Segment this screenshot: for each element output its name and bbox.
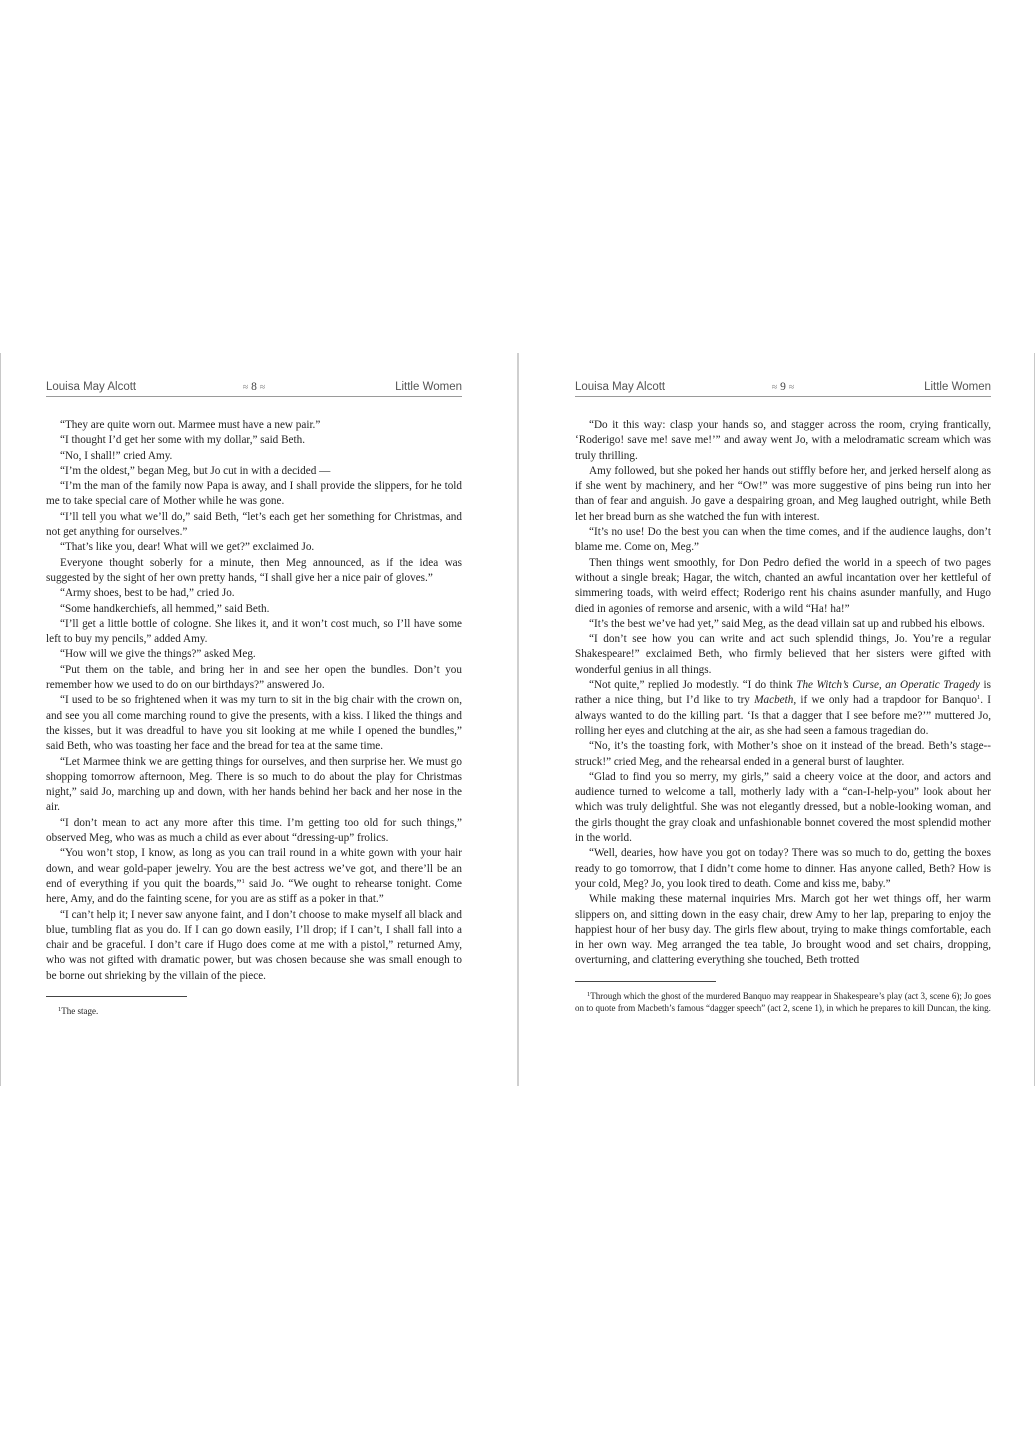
paragraph: “I’ll get a little bottle of cologne. She likes it, and it won’t cost much, so I’ll have some left to buy my pencils,” added Amy.	[46, 617, 462, 646]
paragraph: “Some handkerchiefs, all hemmed,” said Beth.	[60, 602, 270, 615]
paragraph: “I don’t mean to act any more after this time. I’m getting too old for such things,” observed Meg, who was as much a child as ever about “dressing-up” frolics.	[46, 816, 462, 845]
paragraph: “I can’t help it; I never saw anyone faint, and I don’t choose to make myself all black and blue, tumbling flat as you do. If I can go down easily, I’ll drop; if I can’t, I shall fall into a chair and be graceful. I don’t care if Hugo does come at me with a pistol,” returned Amy, who was not gifted with dramatic power, but was chosen because she was small enough to be borne out shrieking by the villain of the piece.	[46, 908, 462, 982]
paragraph: “Well, dearies, how have you got on today? There was so much to do, getting the boxes ready to go tomorrow, that I didn’t come home to dinner. Has anyone called, Beth? How is your cold, Meg? Jo, you look tired to death. Come and kiss me, baby.”	[575, 847, 991, 890]
ornament-right-icon: ≈	[788, 382, 795, 393]
ornament-right-icon: ≈	[259, 382, 266, 393]
footnote-reference: 1	[976, 694, 981, 702]
ornament-left-icon: ≈	[242, 382, 249, 393]
running-head-title: Little Women	[924, 381, 991, 393]
paragraph: Amy followed, but she poked her hands out stiffly before her, and jerked herself along as if she went by machinery, and her “Ow!” was more suggestive of pins being run into her than of fear and anguish. Jo gave a despairing groan, and Meg laughed outright, while Beth let her bread burn as she watched the fun with interest.	[575, 464, 991, 523]
footnote	[575, 989, 991, 1014]
folio-number: 9	[780, 381, 786, 393]
body-text	[46, 418, 462, 984]
paragraph: “Army shoes, best to be had,” cried Jo.	[60, 587, 235, 600]
paragraph: “How will we give the things?” asked Meg.	[60, 648, 256, 661]
paragraph: Then things went smoothly, for Don Pedro defied the world in a speech of two pages without a single break; Hagar, the witch, chanted an awful incantation over her kettleful of simmering toads, with weird effect; Roderigo rent his chains asunder manfully, and Hugo died in agonies of remorse and arsenic, with a wild “Ha! ha!”	[575, 556, 991, 615]
footnote-divider	[575, 981, 716, 982]
paragraph-text: “You won’t stop, I know, as long as you can trail round in a white gown with your hair down, and wear gold-paper jewelry. You are the best actress we’ve got, and there’ll be an end of everything if you quit the boards,”	[46, 847, 462, 890]
ornament-left-icon: ≈	[771, 382, 778, 393]
paragraph: “It’s the best we’ve had yet,” said Meg, as the dead villain sat up and rubbed his elbows.	[589, 617, 985, 630]
paragraph: Everyone thought soberly for a minute, then Meg announced, as if the idea was suggested by the sight of her own pretty hands, “I shall give her a nice pair of gloves.”	[46, 556, 462, 584]
running-head	[46, 380, 462, 397]
paragraph-text: said Jo. “We ought to rehearse tonight. Come here, Amy, and do the fainting scene, for you are as stiff as a poker in that.”	[46, 877, 462, 906]
paragraph-text: if we only had a trapdoor for Banquo	[796, 694, 977, 707]
paragraph: While making these maternal inquiries Mrs. March got her wet things off, her warm slippers on, and sitting down in the easy chair, drew Amy to her lap, preparing to enjoy the happiest hour of her busy day. The girls flew about, trying to make things comfortable, each in her own way. Meg arranged the tea table, Jo brought wood and set chairs, dropping, overturning, and clattering everything she touched, Beth trotted	[575, 893, 991, 967]
paragraph-text: is rather a nice thing, but I’d like to try	[575, 679, 992, 707]
left-page-edge	[0, 353, 1, 1086]
page-number	[772, 380, 795, 395]
footnote-mark: 1	[587, 990, 591, 998]
play-title: The Witch’s Curse, an Operatic Tragedy	[796, 679, 980, 692]
footnote	[46, 1004, 462, 1017]
paragraph: “That’s like you, dear! What will we get?” exclaimed Jo.	[60, 541, 315, 554]
paragraph: “Let Marmee think we are getting things for ourselves, and then surprise her. We must go shopping tomorrow afternoon, Meg. There is so much to do about the play for Christmas night,” said Jo, marching up and down, with her hands behind her back and her nose in the air.	[46, 755, 462, 814]
footnote-text: The stage.	[61, 1005, 99, 1016]
paragraph: “They are quite worn out. Marmee must have a new pair.”	[60, 419, 321, 431]
paragraph: “No, I shall!” cried Amy.	[60, 449, 173, 462]
running-head-title: Little Women	[395, 381, 462, 393]
page-number	[243, 380, 266, 395]
paragraph: “I’m the man of the family now Papa is away, and I shall provide the slippers, for he told me to take special care of Mother while he was gone.	[46, 480, 462, 508]
right-page	[575, 380, 991, 1014]
left-page	[46, 380, 462, 1017]
paragraph: “I used to be so frightened when it was my turn to sit in the big chair with the crown on, and see you all come marching round to give the presents, with a kiss. I liked the things and the kisses, but it was dreadful to have you sit looking at me while I opened the bundles,” said Beth, who was toasting her face and the bread for tea at the same time.	[46, 694, 462, 753]
folio-number: 8	[251, 381, 257, 393]
footnote-divider	[46, 996, 187, 997]
footnote-text: Through which the ghost of the murdered Banquo may reappear in Shakespeare’s play (act 3, scene 6); Jo goes on to quote from Macbeth’s famous “dagger speech” (act 2, scene 1), in which he prepares to kill Duncan, the king.	[575, 990, 991, 1013]
paragraph-text: . I always wanted to do the killing part. ‘Is that a dagger that I see before me?’” muttered Jo, rolling her eyes and clutching at the air, as she had seen a famous tragedian do.	[575, 694, 991, 737]
paragraph-text: “Not quite,” replied Jo modestly. “I do think	[589, 679, 797, 692]
paragraph: “No, it’s the toasting fork, with Mother’s shoe on it instead of the bread. Beth’s stage--struck!” cried Meg, and the rehearsal ended in a general burst of laughter.	[575, 740, 991, 768]
footnote-reference: 1	[241, 877, 245, 885]
paragraph: “It’s no use! Do the best you can when the time comes, and if the audience laughs, don’t blame me. Come on, Meg.”	[575, 526, 991, 554]
paragraph: “Put them on the table, and bring her in and see her open the bundles. Don’t you remember how we used to do on our birthdays?” answered Jo.	[46, 663, 462, 692]
body-text	[575, 418, 991, 969]
running-head-author: Louisa May Alcott	[575, 381, 666, 393]
footnote-mark: 1	[58, 1005, 62, 1013]
paragraph: “I thought I’d get her some with my dollar,” said Beth.	[60, 434, 305, 447]
paragraph	[46, 846, 462, 907]
running-head-author: Louisa May Alcott	[46, 381, 137, 393]
paragraph: “I’m the oldest,” began Meg, but Jo cut in with a decided —	[60, 464, 331, 477]
running-head	[575, 380, 991, 397]
paragraph: “Do it this way: clasp your hands so, and stagger across the room, crying frantically, ‘Roderigo! save me! save me!’” and away went Jo, with a melodramatic scream which was truly thrilling.	[575, 419, 991, 462]
play-title: Macbeth,	[754, 694, 797, 707]
paragraph: “I’ll tell you what we’ll do,” said Beth, “let’s each get her something for Christmas, and not get anything for ourselves.”	[46, 510, 462, 539]
paragraph: “Glad to find you so merry, my girls,” said a cheery voice at the door, and actors and audience turned to welcome a tall, motherly lady with a “can-I-help-you” look about her which was truly delightful. She was not elegantly dressed, but a noble-looking woman, and the girls thought the gray cloak and unfashionable bonnet covered the most splendid mother in the world.	[575, 770, 991, 845]
paragraph	[575, 678, 991, 739]
book-gutter	[517, 353, 519, 1086]
paragraph: “I don’t see how you can write and act such splendid things, Jo. You’re a regular Shakespeare!” exclaimed Beth, who firmly believed that her sisters were gifted with wonderful genius in all things.	[575, 633, 991, 676]
